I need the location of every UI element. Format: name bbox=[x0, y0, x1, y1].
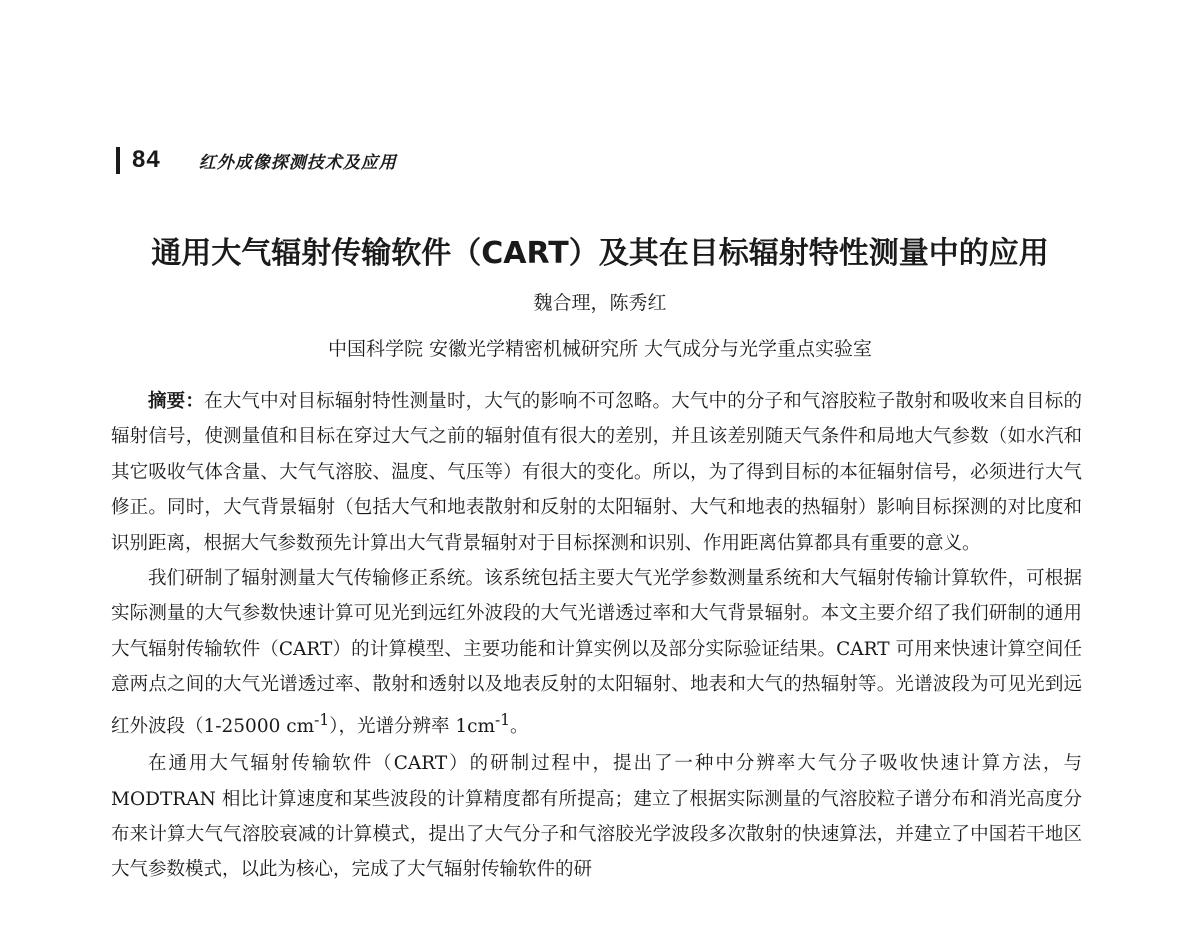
abstract-paragraph-2-main: 我们研制了辐射测量大气传输修正系统。该系统包括主要大气光学参数测量系统和大气辐射传输计算软件，可根据实际测量的大气参数快速计算可见光到远红外波段的大气光谱透过率和大气背景辐射。本文主要介绍了我们研制的通用大气辐射传输软件（CART）的计算模型、主要功能和计算实例以及部分实际验证结果。CART 可用来快速计算空间任意两点之间的大气光谱透过率、散射和透射以及地表反射的太阳辐射、地表和大气的热辐射等。光谱波段为可见光到远红外波段（1-25000 cm bbox=[111, 568, 1082, 737]
page-number: 84 bbox=[132, 146, 161, 173]
abstract-paragraph-2-end: 。 bbox=[510, 715, 529, 737]
article-authors: 魏合理，陈秀红 bbox=[533, 292, 667, 314]
abstract-paragraph-1-text: 在大气中对目标辐射特性测量时，大气的影响不可忽略。大气中的分子和气溶胶粒子散射和吸收来自目标的辐射信号，使测量值和目标在穿过大气之前的辐射值有很大的差别，并且该差别随天气条件和局地大气参数（如水汽和其它吸收气体含量、大气气溶胶、温度、气压等）有很大的变化。所以，为了得到目标的本征辐射信号，必须进行大气修正。同时，大气背景辐射（包括大气和地表散射和反射的太阳辐射、大气和地表的热辐射）影响目标探测的对比度和识别距离，根据大气参数预先计算出大气背景辐射对于目标探测和识别、作用距离估算都具有重要的意义。 bbox=[111, 391, 1082, 554]
article-affiliation: 中国科学院 安徽光学精密机械研究所 大气成分与光学重点实验室 bbox=[327, 338, 873, 360]
abstract-label: 摘要： bbox=[148, 391, 205, 412]
book-title: 红外成像探测技术及应用 bbox=[198, 152, 397, 173]
header-rule bbox=[116, 147, 120, 174]
abstract-paragraph-3: 在通用大气辐射传输软件（CART）的研制过程中，提出了一种中分辨率大气分子吸收快速计算方法，与 MODTRAN 相比计算速度和某些波段的计算精度都有所提高；建立了根据实际测量的气溶胶粒子谱分布和消光高度分布来计算大气气溶胶衰减的计算模式，提出了大气分子和气溶胶光学波段多次散射的快速算法，并建立了中国若干地区大气参数模式，以此为核心，完成了大气辐射传输软件的研 bbox=[111, 753, 1082, 881]
superscript-unit-2: -1 bbox=[495, 710, 511, 729]
abstract-paragraph bbox=[111, 384, 1082, 561]
article-body bbox=[111, 384, 1082, 888]
abstract-paragraph-2 bbox=[111, 561, 1082, 744]
abstract-paragraph-2-mid: ），光谱分辨率 1cm bbox=[329, 715, 495, 737]
running-header bbox=[116, 140, 397, 180]
article-title: 通用大气辐射传输软件（CART）及其在目标辐射特性测量中的应用 bbox=[151, 236, 1049, 271]
superscript-unit-1: -1 bbox=[314, 710, 330, 729]
